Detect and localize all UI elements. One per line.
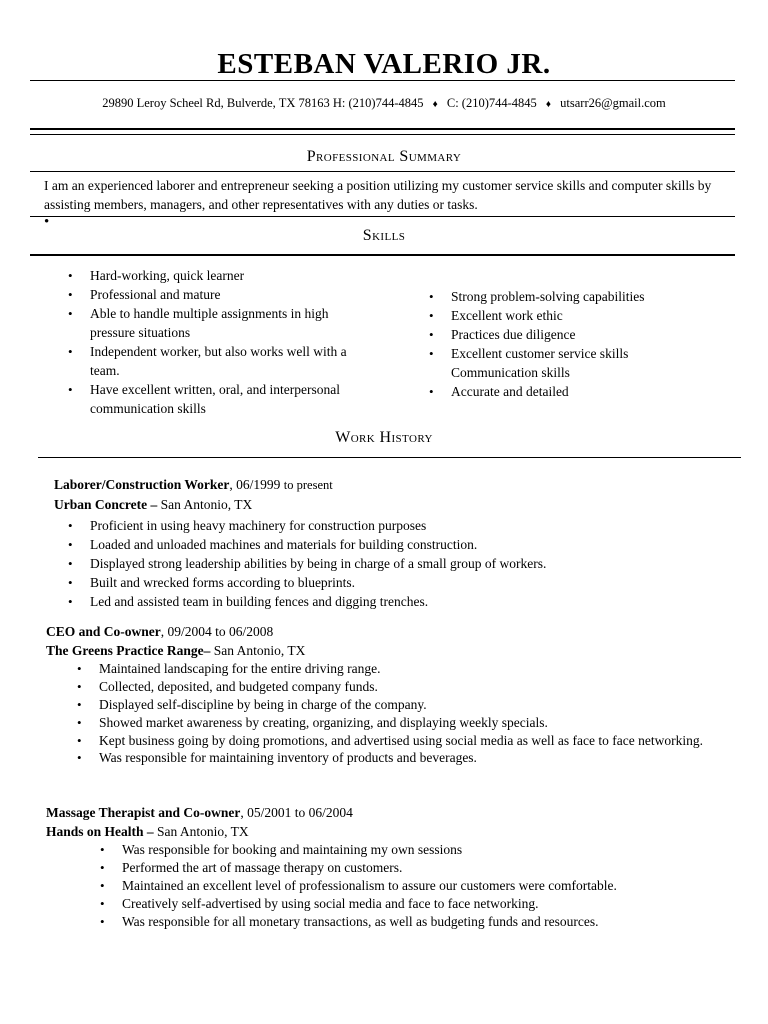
duty-item: • Was responsible for all monetary transactions, as well as budgeting funds and resources. [122,913,742,931]
summary-text: I am an experienced laborer and entrepreneur seeking a position utilizing my customer service skills and computer skills by assisting members, managers, and other representatives with any duties or tasks. [44,178,712,212]
duty-item: • Led and assisted team in building fences and digging trenches. [90,592,730,611]
job-duties-list [122,841,742,931]
duty-item: • Was responsible for maintaining inventory of products and beverages. [99,749,719,767]
skills-rule [30,254,735,256]
skill-item: • Excellent customer service skills Communication skills [451,344,661,382]
duty-item: • Showed market awareness by creating, organizing, and displaying weekly specials. [99,714,719,732]
summary-heading: Professional Summary [306,148,462,165]
contact-line [0,95,768,113]
email-address: utsarr26@gmail.com [560,96,666,110]
job-title-line [54,475,333,495]
skills-heading: Skills [362,227,406,244]
skill-item: • Excellent work ethic [451,306,711,325]
company-line [46,641,305,660]
job-title: CEO and Co-owner [46,624,161,639]
skill-item: • Independent worker, but also works well with a team. [90,342,370,380]
duty-item: • Proficient in using heavy machinery for construction purposes [90,516,730,535]
stray-bullet: • [44,214,50,230]
company-location: San Antonio, TX [157,497,253,512]
company-location: San Antonio, TX [210,643,306,658]
double-rule-top [30,128,735,130]
company-line [46,822,249,841]
summary-rule [30,171,735,172]
job-title-line [46,803,353,822]
duty-item: • Performed the art of massage therapy on customers. [122,859,742,877]
skills-left-list [90,266,370,418]
duty-item: • Displayed self-discipline by being in charge of the company. [99,696,719,714]
job-dates: , 06/1999 [229,477,284,492]
duty-item: • Kept business going by doing promotions, and advertised using social media as well as face to face networking. [99,732,719,749]
duty-item: • Built and wrecked forms according to blueprints. [90,573,730,592]
duty-item: • Loaded and unloaded machines and materials for building construction. [90,535,730,554]
job-title: Laborer/Construction Worker [54,477,230,492]
duty-item: • Maintained an excellent level of professionalism to assure our customers were comfortable. [122,877,742,895]
separator-diamond-icon: ♦ [432,99,438,110]
candidate-name: ESTEBAN VALERIO JR. [217,48,551,80]
job-title: Massage Therapist and Co-owner [46,805,241,820]
company-name: Hands on Health – [46,824,154,839]
skill-item: • Able to handle multiple assignments in high pressure situations [90,304,370,342]
skill-item: • Accurate and detailed [451,382,711,401]
skill-item: • Practices due diligence [451,325,711,344]
work-history-heading: Work History [335,429,433,446]
job-dates: , 09/2004 to 06/2008 [160,624,274,639]
duty-item: • Maintained landscaping for the entire driving range. [99,660,719,678]
double-rule-bottom [30,134,735,135]
header-rule [30,80,735,81]
job-duties-list [99,660,719,767]
company-name: The Greens Practice Range– [46,643,211,658]
duty-item: • Displayed strong leadership abilities by being in charge of a small group of workers. [90,554,730,573]
duty-item: • Creatively self-advertised by using social media and face to face networking. [122,895,742,913]
company-name: Urban Concrete – [54,497,158,512]
address: 29890 Leroy Scheel Rd, Bulverde, TX 78163 [102,96,330,110]
skill-item: • Strong problem-solving capabilities [451,287,711,306]
skill-item: • Hard-working, quick learner [90,266,370,285]
job-dates-end: to present [283,478,333,492]
cell-phone: C: (210)744-4845 [446,96,537,110]
skills-right-list [451,287,711,401]
separator-diamond-icon: ♦ [545,99,552,110]
company-line [54,495,252,514]
duty-item: • Was responsible for booking and maintaining my own sessions [122,841,742,859]
job-title-line [46,622,273,641]
skill-item: • Professional and mature [90,285,370,304]
summary-bottom-rule [30,216,735,217]
work-history-rule [38,457,741,458]
job-dates: , 05/2001 to 06/2004 [240,805,353,820]
duty-item: • Collected, deposited, and budgeted company funds. [99,678,719,696]
job-duties-list [90,516,730,611]
skill-item: • Have excellent written, oral, and interpersonal communication skills [90,380,370,418]
company-location: San Antonio, TX [153,824,249,839]
home-phone: H: (210)744-4845 [332,96,424,110]
